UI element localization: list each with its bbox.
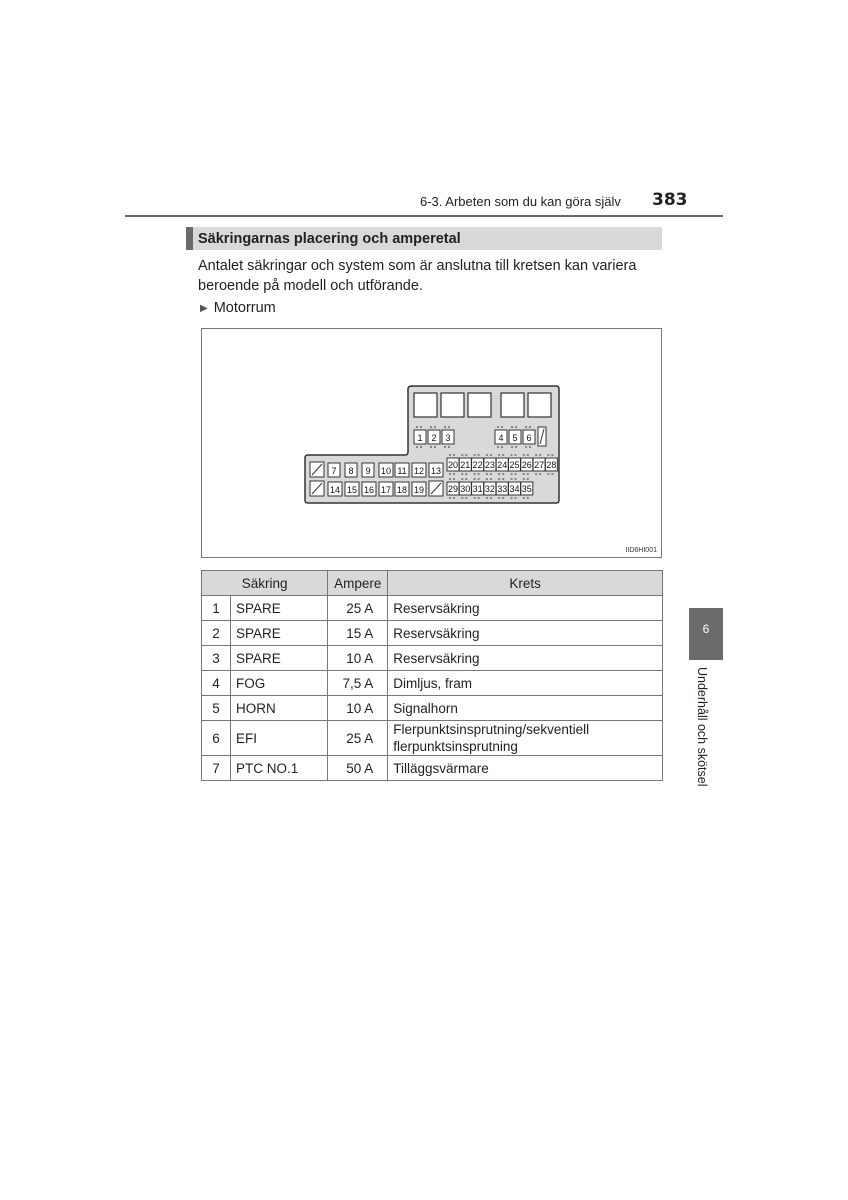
fuse-ampere: 7,5 A	[328, 671, 388, 696]
fuse-label: 35	[521, 484, 532, 494]
fuse-label: 12	[413, 466, 425, 476]
fuse-number: 5	[202, 696, 231, 721]
fuse-name: SPARE	[231, 596, 328, 621]
fuse-circuit: Dimljus, fram	[388, 671, 663, 696]
fuse-name: SPARE	[231, 621, 328, 646]
fuse-ampere: 50 A	[328, 756, 388, 781]
fuse-number: 6	[202, 721, 231, 756]
diagram-code: IID6HI001	[625, 547, 657, 554]
fuse-label: 15	[346, 485, 358, 495]
header-section-title: 6-3. Arbeten som du kan göra själv	[420, 194, 621, 209]
fuse-label: 20	[447, 460, 459, 470]
triangle-bullet-icon: ▶	[200, 303, 208, 314]
fuse-label: 14	[329, 485, 341, 495]
fuse-name: FOG	[231, 671, 328, 696]
fuse-circuit: Reservsäkring	[388, 621, 663, 646]
table-row	[202, 671, 663, 696]
fuse-label: 2	[431, 433, 437, 443]
fuse-label: 5	[512, 433, 518, 443]
table-row	[202, 756, 663, 781]
chapter-tab-label: Underhåll och skötsel	[695, 667, 709, 787]
fuse-label: 32	[484, 484, 495, 494]
header-rule	[125, 215, 723, 217]
header-fuse: Säkring	[202, 571, 328, 596]
table-row	[202, 696, 663, 721]
fuse-label: 19	[413, 485, 425, 495]
fuse-ampere: 10 A	[328, 646, 388, 671]
bullet-label: Motorrum	[213, 300, 276, 316]
fuse-label: 17	[380, 485, 392, 495]
page-number: 383	[652, 190, 688, 210]
fuse-label: 25	[509, 460, 520, 470]
table-row	[202, 721, 663, 756]
relay-slot	[468, 393, 491, 417]
fuse-ampere: 25 A	[328, 596, 388, 621]
fuse-number: 7	[202, 756, 231, 781]
fuse-label: 10	[380, 466, 392, 476]
fuse-number: 1	[202, 596, 231, 621]
header-ampere: Ampere	[328, 571, 388, 596]
fuse-ampere: 15 A	[328, 621, 388, 646]
fuse-label: 9	[365, 466, 371, 476]
fuse-label: 23	[484, 460, 495, 470]
table-row	[202, 596, 663, 621]
fuse-box-svg	[202, 329, 663, 559]
fuse-label: 7	[331, 466, 337, 476]
fuse-number: 4	[202, 671, 231, 696]
fuse-box-diagram	[201, 328, 662, 558]
fuse-label: 11	[397, 466, 407, 476]
fuse-label: 31	[472, 484, 483, 494]
fuse-name: HORN	[231, 696, 328, 721]
fuse-circuit: Tilläggsvärmare	[388, 756, 663, 781]
chapter-tab[interactable]: 6	[689, 608, 723, 660]
fuse-label: 30	[460, 484, 471, 494]
relay-slot	[441, 393, 464, 417]
fuse-circuit: Reservsäkring	[388, 596, 663, 621]
fuse-label: 16	[363, 485, 375, 495]
fuse-label: 13	[430, 466, 442, 476]
fuse-circuit: Reservsäkring	[388, 646, 663, 671]
fuse-name: SPARE	[231, 646, 328, 671]
fuse-number: 2	[202, 621, 231, 646]
relay-slot	[528, 393, 551, 417]
intro-paragraph: Antalet säkringar och system som är anslutna till kretsen kan variera beroende på modell och utförande.	[198, 258, 637, 294]
fuse-name: EFI	[231, 721, 328, 756]
circuit-line-2: flerpunktsinsprutning	[393, 739, 518, 754]
fuse-label: 4	[498, 433, 504, 443]
header-circuit: Krets	[388, 571, 663, 596]
fuse-label: 33	[497, 484, 508, 494]
fuse-label: 1	[417, 433, 423, 443]
fuse-label: 34	[509, 484, 520, 494]
fuse-label: 3	[445, 433, 451, 443]
circuit-line-1: Flerpunktsinsprutning/sekventiell	[393, 722, 590, 737]
fuse-label: 6	[526, 433, 532, 443]
fuse-label: 27	[534, 460, 545, 470]
section-heading: Säkringarnas placering och amperetal	[186, 227, 662, 250]
fuse-label: 29	[447, 484, 459, 494]
fuse-table	[201, 570, 663, 781]
fuse-circuit: Signalhorn	[388, 696, 663, 721]
fuse-ampere: 10 A	[328, 696, 388, 721]
fuse-ampere: 25 A	[328, 721, 388, 756]
fuse-label: 8	[348, 466, 354, 476]
fuse-number: 3	[202, 646, 231, 671]
fuse-label: 18	[396, 485, 408, 495]
table-row	[202, 621, 663, 646]
fuse-label: 22	[472, 460, 483, 470]
table-row	[202, 646, 663, 671]
fuse-label: 28	[546, 460, 557, 470]
relay-slot	[501, 393, 524, 417]
fuse-label: 21	[460, 460, 471, 470]
relay-slot	[414, 393, 437, 417]
fuse-circuit	[388, 721, 663, 756]
table-header-row	[202, 571, 663, 596]
fuse-label: 26	[521, 460, 532, 470]
fuse-name: PTC NO.1	[231, 756, 328, 781]
fuse-label: 24	[497, 460, 508, 470]
bullet-item	[200, 300, 276, 316]
